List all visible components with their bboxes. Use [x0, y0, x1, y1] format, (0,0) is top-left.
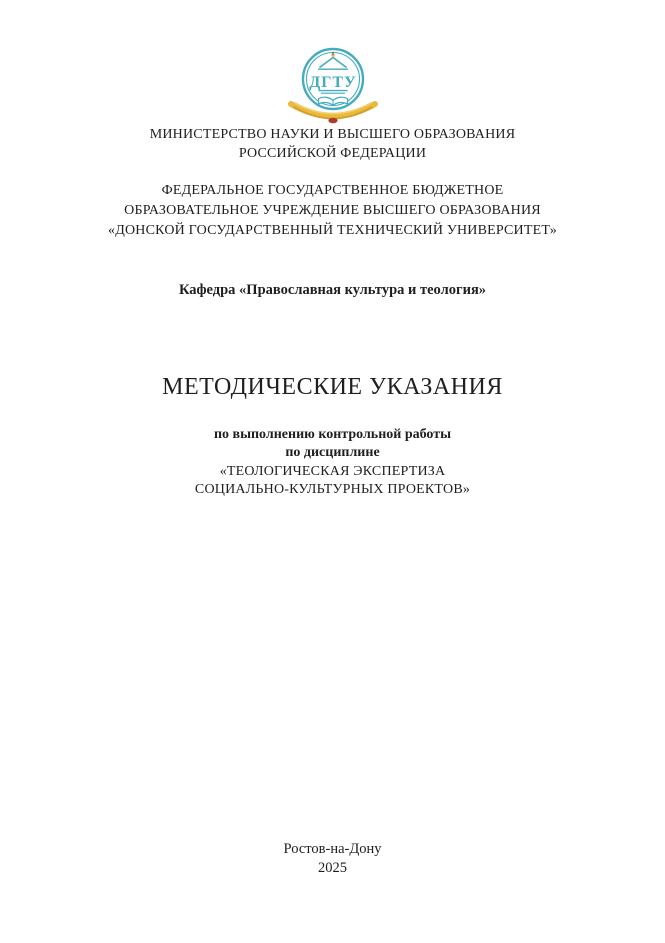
discipline-line-1: «ТЕОЛОГИЧЕСКАЯ ЭКСПЕРТИЗА	[219, 463, 446, 479]
institution-line-2: ОБРАЗОВАТЕЛЬНОЕ УЧРЕЖДЕНИЕ ВЫСШЕГО ОБРАЗОВАНИЯ	[124, 203, 541, 218]
imprint-block	[0, 840, 665, 878]
ministry-line-1: МИНИСТЕРСТВО НАУКИ И ВЫСШЕГО ОБРАЗОВАНИЯ	[149, 127, 516, 142]
imprint-year: 2025	[318, 860, 347, 876]
university-logo	[0, 46, 665, 130]
ministry-line-2: РОССИЙСКОЙ ФЕДЕРАЦИИ	[238, 146, 427, 161]
institution-line-1: ФЕДЕРАЛЬНОЕ ГОСУДАРСТВЕННОЕ БЮДЖЕТНОЕ	[161, 183, 504, 198]
subtitle-line-2: по дисциплине	[285, 445, 380, 461]
institution-line-3: «ДОНСКОЙ ГОСУДАРСТВЕННЫЙ ТЕХНИЧЕСКИЙ УНИВЕРСИТЕТ»	[108, 223, 557, 238]
logo-letters: ДГТУ	[308, 74, 357, 91]
institution-heading	[0, 181, 665, 241]
dgtu-emblem-icon	[285, 46, 381, 130]
page-title: МЕТОДИЧЕСКИЕ УКАЗАНИЯ	[162, 374, 503, 400]
department-name: Кафедра «Православная культура и теология»	[178, 282, 487, 298]
subtitle-block	[0, 426, 665, 499]
imprint-city: Ростов-на-Дону	[283, 841, 382, 857]
ministry-heading	[0, 125, 665, 163]
subtitle-line-1: по выполнению контрольной работы	[213, 427, 452, 442]
discipline-line-2: СОЦИАЛЬНО-КУЛЬТУРНЫХ ПРОЕКТОВ»	[194, 481, 471, 497]
